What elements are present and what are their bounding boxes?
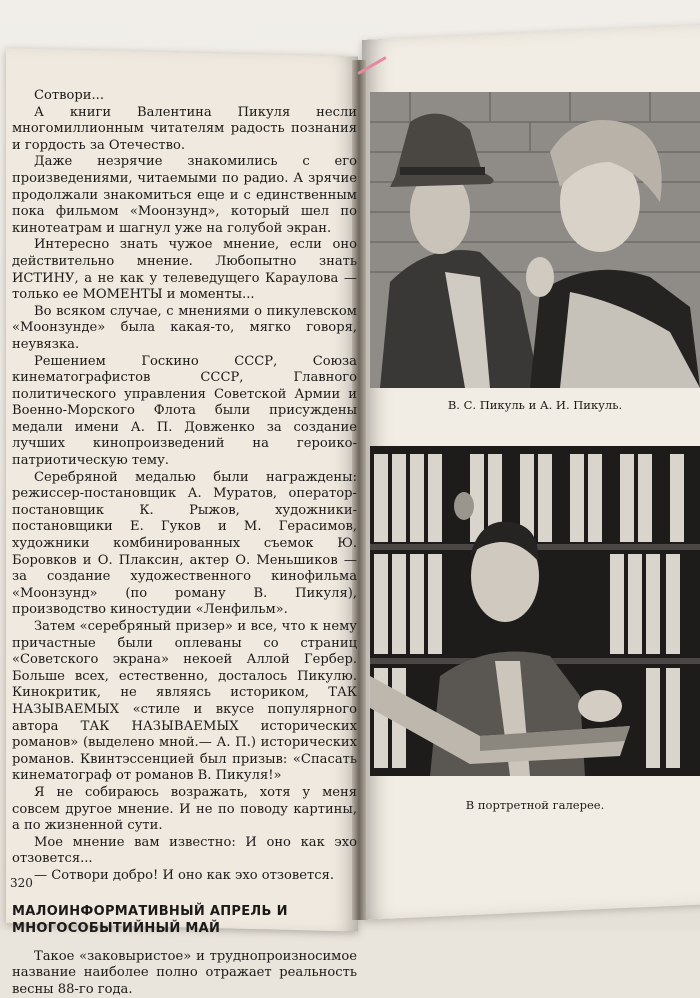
page-number: 320	[10, 876, 33, 890]
paragraph: Решением Госкино СССР, Союза кинематографистов СССР, Главного политического управления Советской Армии и Военно-Морского Флота были присуждены медали имени А. П. Довженко за создание лучших кинопроизведений на героико-патриотическую тему.	[12, 354, 357, 470]
photo-couple-drawing	[370, 92, 700, 388]
paragraph: А книги Валентина Пикуля несли многомиллионным читателям радость познания и гордость за Отечество.	[12, 105, 357, 155]
paragraph: Я не собираюсь возражать, хотя у меня совсем другое мнение. И не по поводу картины, а по жизненной сути.	[12, 785, 357, 835]
photo-caption-2: В портретной галерее.	[372, 798, 698, 812]
photo-caption-1: В. С. Пикуль и А. И. Пикуль.	[372, 398, 698, 412]
paragraph: Мое мнение вам известно: И оно как эхо отзовется...	[12, 835, 357, 868]
paragraph: Серебряной медалью были награждены: режиссер-постановщик А. Муратов, оператор-постановщик К. Рыжов, художники-постановщики Е. Гуков и М. Герасимов, художники комбинированных съемок Ю. Боровков и О. Плаксин, актер О. Меньшиков — за создание художественного кинофильма «Моонзунд» (по роману В. Пикуля), производство киностудии «Ленфильм».	[12, 470, 357, 619]
photo-couple	[370, 92, 700, 388]
paragraph: — Сотвори добро! И оно как эхо отзовется.	[12, 868, 357, 885]
section-heading: МАЛОИНФОРМАТИВНЫЙ АПРЕЛЬ И МНОГОСОБЫТИЙНЫЙ МАЙ	[12, 903, 357, 937]
photo-archive-drawing	[370, 446, 700, 776]
photo-archive	[370, 446, 700, 776]
paragraph: Такое «заковыристое» и труднопроизносимое название наиболее полно отражает реальность весны 88-го года.	[12, 949, 357, 998]
paragraph: Сотвори...	[12, 88, 357, 105]
paragraph: Даже незрячие знакомились с его произведениями, читаемыми по радио. А зрячие продолжали знакомиться еще и с единственным пока фильмом «Моонзунд», который шел по кинотеатрам и шагнул уже на голубой экран.	[12, 154, 357, 237]
left-page-text	[12, 88, 357, 998]
paragraph: Затем «серебряный призер» и все, что к нему причастные были оплеваны со страниц «Советского экрана» некоей Аллой Гербер. Больше всех, естественно, досталось Пикулю. Кинокритик, не являясь историком, ТАК НАЗЫВАЕМЫХ «стиле и вкусе популярного автора ТАК НАЗЫВАЕМЫХ исторических романов» (выделено мной.— А. П.) исторических романов. Квинтэссенцией был призыв: «Спасать кинематограф от романов В. Пикуля!»	[12, 619, 357, 785]
paragraph: Интересно знать чужое мнение, если оно действительно мнение. Любопытно знать ИСТИНУ, а не как у телеведущего Караулова — только ее МОМЕНТЫ и моменты...	[12, 237, 357, 303]
paragraph: Во всяком случае, с мнениями о пикулевском «Моонзунде» была какая-то, мягко говоря, неувязка.	[12, 304, 357, 354]
